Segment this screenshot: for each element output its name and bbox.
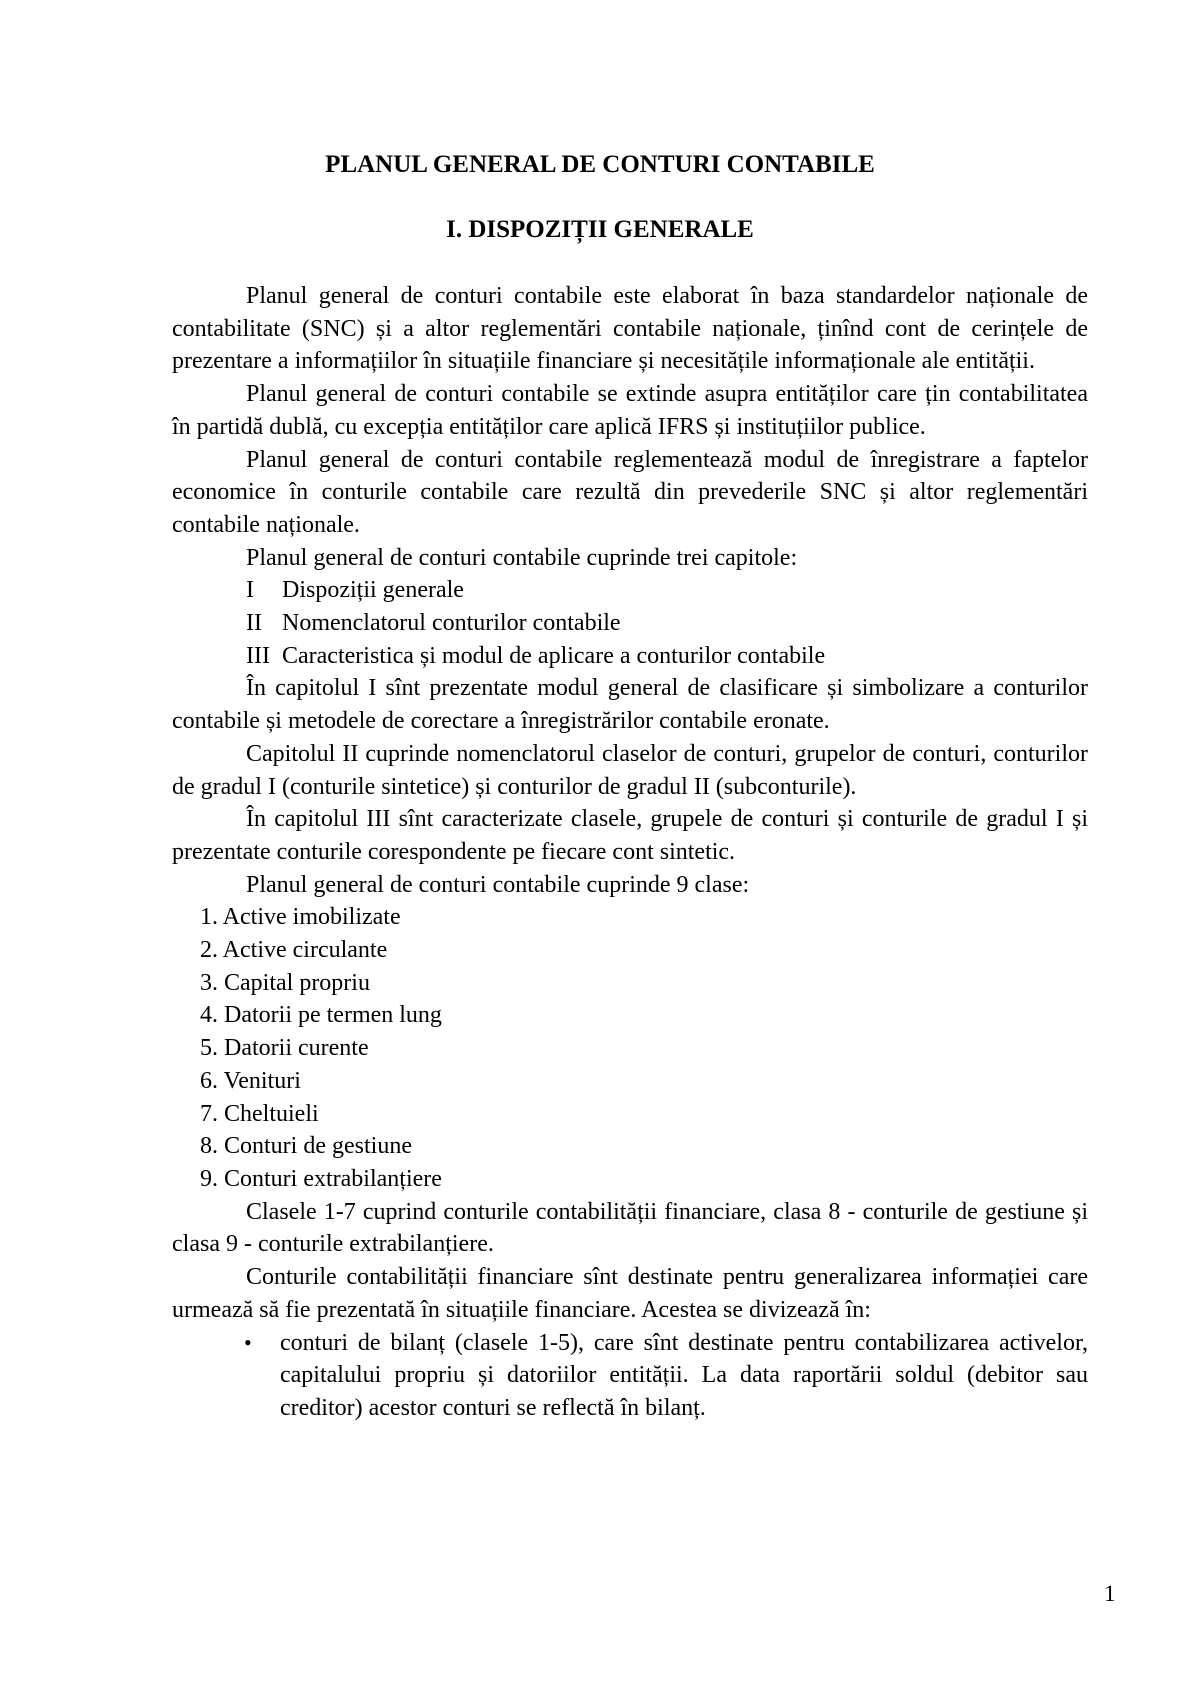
document-body <box>172 280 1088 1425</box>
class-item: 8. Conturi de gestiune <box>200 1133 412 1160</box>
chapter-number: II <box>246 610 262 637</box>
class-item: 7. Cheltuieli <box>200 1100 319 1127</box>
chapter-item <box>172 640 1088 673</box>
chapter-label: Nomenclatorul conturilor contabile <box>282 610 621 637</box>
chapter-list <box>172 574 1088 672</box>
class-item: 5. Datorii curente <box>200 1035 369 1062</box>
paragraph: Capitolul II cuprinde nomenclatorul claselor de conturi, grupelor de conturi, conturilor de gradul I (conturile sintetice) și conturilor de gradul II (subconturile). <box>172 740 1088 800</box>
paragraph: Planul general de conturi contabile cuprinde 9 clase: <box>246 871 750 898</box>
class-list <box>172 901 1088 1195</box>
paragraph: În capitolul I sînt prezentate modul general de clasificare și simbolizare a conturilor contabile și metodele de corectare a înregistrărilor contabile eronate. <box>172 675 1088 735</box>
paragraph: Conturile contabilității financiare sînt destinate pentru generalizarea informației care urmează să fie prezentată în situațiile financiare. Acestea se divizează în: <box>172 1264 1088 1323</box>
document-title: PLANUL GENERAL DE CONTURI CONTABILE <box>325 151 875 178</box>
chapter-label: Caracteristica și modul de aplicare a conturilor contabile <box>282 642 826 669</box>
chapter-item <box>172 607 1088 640</box>
chapter-number: III <box>246 642 270 669</box>
paragraph: Planul general de conturi contabile cuprinde trei capitole: <box>246 544 798 571</box>
class-item: 4. Datorii pe termen lung <box>200 1002 442 1029</box>
chapter-item <box>172 574 1088 607</box>
bullet-item <box>172 1327 1088 1425</box>
class-item: 9. Conturi extrabilanțiere <box>200 1165 442 1192</box>
class-item: 1. Active imobilizate <box>200 904 401 931</box>
paragraph: Clasele 1-7 cuprind conturile contabilității financiare, clasa 8 - conturile de gestiune și clasa 9 - conturile extrabilanțiere. <box>172 1198 1088 1258</box>
bullet-icon: • <box>244 1329 252 1355</box>
paragraph: Planul general de conturi contabile se extinde asupra entităților care țin contabilitatea în partidă dublă, cu excepția entităților care aplică IFRS și instituțiilor publice. <box>172 381 1088 440</box>
paragraph: În capitolul III sînt caracterizate clasele, grupele de conturi și conturile de gradul I și prezentate conturile corespondente pe fiecare cont sintetic. <box>172 806 1088 865</box>
class-item: 3. Capital propriu <box>200 969 370 996</box>
chapter-label: Dispoziții generale <box>282 577 464 604</box>
section-title: I. DISPOZIȚII GENERALE <box>446 216 754 243</box>
chapter-number: I <box>246 577 254 604</box>
page-number: 1 <box>1104 1581 1116 1606</box>
paragraph: Planul general de conturi contabile este elaborat în baza standardelor naționale de contabilitate (SNC) și a altor reglementări contabile naționale, ținînd cont de cerințele de prezentare a informațiilor în situațiile financiare și necesitățile informaționale ale entității. <box>172 283 1088 375</box>
bullet-text: conturi de bilanț (clasele 1-5), care sînt destinate pentru contabilizarea activelor, capitalului propriu și datoriilor entității. La data raportării soldul (debitor sau creditor) acestor conturi se reflectă în bilanț. <box>280 1329 1088 1421</box>
class-item: 2. Active circulante <box>200 937 388 964</box>
paragraph: Planul general de conturi contabile reglementează modul de înregistrare a faptelor economice în conturile contabile care rezultă din prevederile SNC și altor reglementări contabile naționale. <box>172 446 1088 538</box>
class-item: 6. Venituri <box>200 1067 301 1094</box>
